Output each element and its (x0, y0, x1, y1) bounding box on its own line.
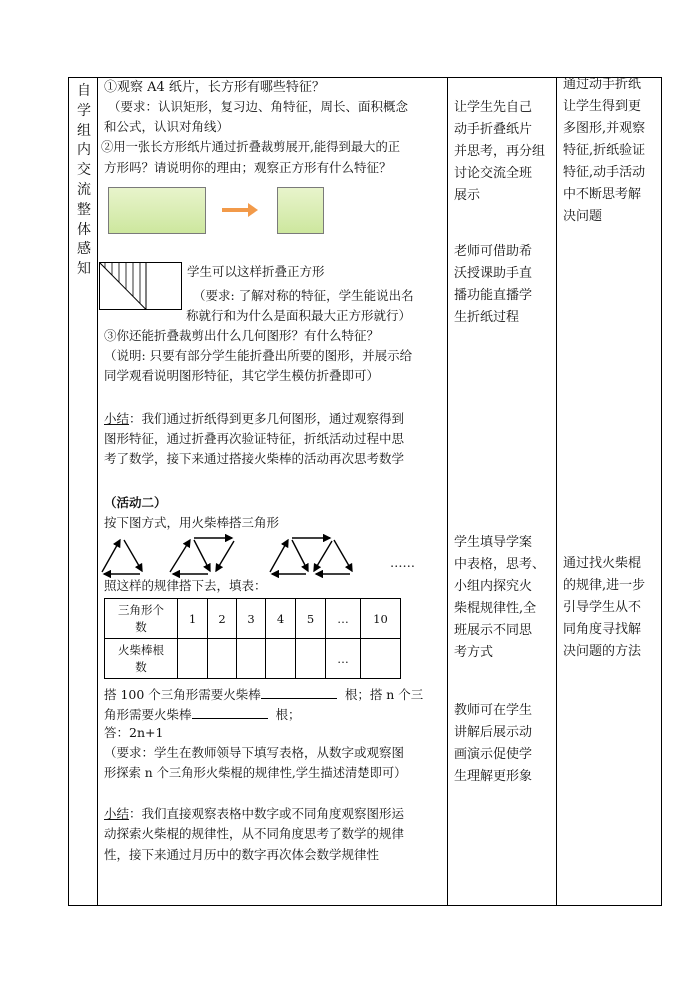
teacher-note-2 (454, 700, 532, 788)
ellipsis: …… (390, 555, 415, 570)
table-cell: 4 (266, 599, 296, 639)
answer: 答：2n+1 (104, 725, 164, 740)
table-cell: 3 (237, 599, 266, 639)
fill-text: 角形需要火柴棒 (104, 707, 192, 722)
summary-2-line-3: 性，接下来通过月历中的数字再次体会数学规律性 (104, 847, 380, 862)
table-cell[interactable] (266, 639, 296, 679)
activity-2-intro: 按下图方式，用火柴棒搭三角形 (104, 515, 280, 530)
fill-text: 搭 100 个三角形需要火柴棒 (104, 687, 261, 702)
table-cell[interactable] (178, 639, 208, 679)
header-text: 三角形个 (118, 602, 164, 617)
matchstick-triangles (98, 534, 368, 578)
note-line: 生理解更形象 (454, 769, 533, 784)
note-line: 决问题的方法 (563, 644, 642, 659)
table-cell[interactable] (208, 639, 237, 679)
note-line: 生折纸过程 (454, 310, 520, 325)
note-line: 讲解后展示动 (454, 725, 533, 740)
note-line: 学生填导学案 (454, 535, 533, 550)
note-line: 中表格，思考、 (454, 557, 546, 572)
label-char: 体 (77, 221, 91, 238)
label-char: 知 (77, 261, 91, 278)
note-line: 让学生得到更 (563, 99, 642, 114)
label-char: 内 (77, 142, 91, 159)
table-row (105, 639, 401, 679)
note-line: 同角度寻找解 (563, 622, 642, 637)
fold-requirement-2: 称就行和为什么是面积最大正方形就行） (186, 308, 412, 323)
column-divider-2 (447, 77, 448, 906)
q3-note-1: （说明: 只要有部分学生能折叠出所要的图形，并展示给 (104, 348, 413, 363)
note-line: 画演示促使学 (454, 747, 533, 762)
note-line: 通过找火柴棍 (563, 556, 642, 571)
summary-label: 小结 (104, 411, 130, 426)
teacher-note-1 (454, 241, 532, 329)
fill-text: 根；搭 n 个三 (344, 687, 424, 702)
note-line: 并思考，再分组 (454, 144, 546, 159)
fold-sketch (99, 262, 183, 310)
fold-requirement-1: （要求: 了解对称的特征，学生能说出名 (193, 288, 414, 303)
design-intent-2 (563, 553, 645, 663)
note-line: 多图形,并观察 (563, 121, 646, 136)
note-line: 动手折叠纸片 (454, 122, 533, 137)
matchstick-table (104, 598, 401, 679)
table-cell: 1 (178, 599, 208, 639)
question-1: ①观察 A4 纸片，长方形有哪些特征？ (104, 80, 325, 95)
answer-blank[interactable] (261, 687, 337, 699)
header-text: 数 (135, 659, 147, 674)
label-char: 整 (77, 201, 91, 218)
table-cell[interactable] (296, 639, 326, 679)
column-divider-3 (556, 77, 557, 906)
q3-note-2: 同学观看说明图形特征，其它学生模仿折叠即可） (104, 368, 380, 383)
activity-2-title: （活动二） (104, 495, 167, 510)
label-char: 学 (77, 102, 91, 119)
summary-1-line-1 (104, 413, 404, 426)
note-line: 特征,折纸验证 (563, 143, 646, 158)
q1-requirement-1: （要求：认识矩形，复习边、角特征，周长、面积概念 (108, 99, 409, 114)
square-paper (277, 187, 324, 234)
table-cell[interactable] (237, 639, 266, 679)
note-line: 特征,动手活动 (563, 165, 646, 180)
note-line: 让学生先自己 (454, 100, 533, 115)
section-label (75, 82, 93, 280)
fill-question-1 (104, 687, 423, 702)
summary-2-line-1 (104, 808, 404, 821)
student-activity-note-2 (454, 532, 545, 664)
note-line: 教师可在学生 (454, 703, 533, 718)
note-line: 考方式 (454, 645, 494, 660)
label-char: 感 (77, 241, 91, 258)
question-2-line-2: 方形吗？请说明你的理由；观察正方形有什么特征？ (104, 160, 392, 175)
arrow-right-icon (222, 203, 262, 217)
q1-requirement-2: 和公式，认识对角线） (104, 119, 230, 134)
fill-text: 根； (275, 707, 301, 722)
table-cell: 2 (208, 599, 237, 639)
note-line: 展示 (454, 188, 481, 203)
summary-2-line-2: 动探索火柴棍的规律性，从不同角度思考了数学的规律 (104, 826, 405, 841)
table-cell: … (326, 599, 361, 639)
note-line: 通过动手折纸 (563, 77, 642, 92)
rectangle-paper (108, 187, 206, 234)
requirement-2-line-2: 形探索 n 个三角形火柴棍的规律性,学生描述清楚即可） (104, 766, 407, 780)
table-cell: … (326, 639, 361, 679)
requirement-2-line-1: （要求：学生在教师领导下填写表格，从数字或观察图 (104, 745, 405, 760)
label-char: 流 (77, 181, 91, 198)
label-char: 自 (77, 83, 91, 99)
summary-text: ：我们直接观察表格中数字或不同角度观察图形运 (129, 806, 405, 821)
fill-question-2 (104, 707, 301, 722)
table-header-triangles (105, 599, 178, 639)
header-text: 数 (135, 619, 147, 634)
table-cell[interactable] (361, 639, 401, 679)
answer-blank[interactable] (192, 707, 268, 719)
summary-1-line-2: 图形特征，通过折叠再次验证特征，折纸活动过程中思 (104, 431, 405, 446)
summary-label: 小结 (104, 806, 130, 821)
question-3: ③你还能折叠裁剪出什么几何图形？有什么特征？ (104, 328, 380, 343)
rule-line: 照这样的规律搭下去，填表： (104, 578, 267, 593)
column-divider-1 (97, 77, 98, 906)
note-line: 柴棍规律性,全 (454, 601, 537, 616)
table-cell: 10 (361, 599, 401, 639)
summary-text: ：我们通过折纸得到更多几何图形，通过观察得到 (129, 411, 405, 426)
fold-caption: 学生可以这样折叠正方形 (187, 264, 325, 279)
note-line: 老师可借助希 (454, 244, 533, 259)
note-line: 小组内探究火 (454, 579, 533, 594)
table-header-matches (105, 639, 178, 679)
note-line: 沃授课助手直 (454, 266, 533, 281)
design-intent-1 (563, 74, 645, 228)
note-line: 班展示不同思 (454, 623, 533, 638)
note-line: 中不断思考解 (563, 187, 642, 202)
question-2-line-1: ②用一张长方形纸片通过折叠裁剪展开,能得到最大的正 (101, 140, 401, 154)
header-text: 火柴棒根 (118, 642, 164, 657)
summary-1-line-3: 考了数学，接下来通过搭接火柴棒的活动再次思考数学 (104, 451, 405, 466)
student-activity-note-1 (454, 97, 545, 207)
table-cell: 5 (296, 599, 326, 639)
note-line: 讨论交流全班 (454, 166, 533, 181)
label-char: 交 (77, 162, 91, 179)
note-line: 播功能直播学 (454, 288, 533, 303)
table-row (105, 599, 401, 639)
note-line: 决问题 (563, 209, 603, 224)
label-char: 组 (77, 122, 91, 139)
note-line: 引导学生从不 (563, 600, 642, 615)
note-line: 的规律,进一步 (563, 578, 646, 593)
